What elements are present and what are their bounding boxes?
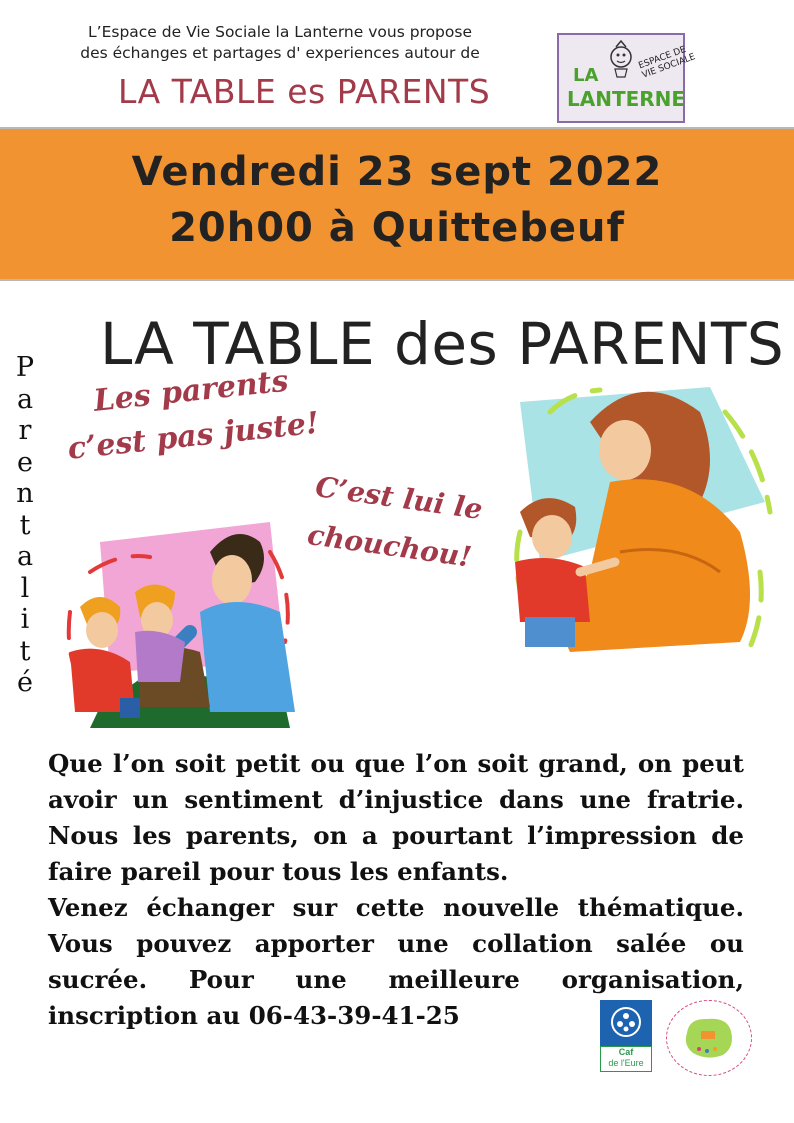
- region-map-icon: [679, 1013, 739, 1063]
- caf-emblem-icon: [610, 1006, 642, 1038]
- quote-parents-line2: c’est pas juste!: [66, 405, 321, 467]
- vertical-letter: P: [15, 352, 35, 383]
- date-banner: [0, 127, 794, 281]
- intro-line-2: des échanges et partages d' experiences autour de: [80, 44, 480, 62]
- caf-label: [600, 1046, 652, 1072]
- vertical-letter: é: [17, 667, 33, 698]
- vertical-letter: a: [16, 541, 34, 572]
- main-title: LA TABLE des PARENTS: [100, 310, 785, 378]
- intro-text: [70, 22, 490, 64]
- lanterne-logo: [557, 33, 697, 123]
- logo-side-text: ESPACE DE VIE SOCIALE: [637, 44, 697, 81]
- event-date: Vendredi 23 sept 2022: [131, 149, 663, 195]
- logo-la-text: LA: [573, 65, 599, 86]
- vertical-letter: r: [18, 415, 32, 446]
- caf-name: Caf: [618, 1047, 634, 1057]
- quote-parents-line1: Les parents: [92, 363, 290, 419]
- vertical-letter: e: [17, 446, 33, 478]
- intro-line-1: L’Espace de Vie Sociale la Lanterne vous propose: [88, 23, 472, 41]
- vertical-letter: t: [19, 635, 31, 667]
- vertical-letter: a: [16, 383, 34, 415]
- body-text: [48, 746, 744, 1034]
- vertical-letter: i: [20, 604, 30, 635]
- parent-children-illustration: [60, 512, 300, 728]
- quote-chouchou-line2: chouchou!: [305, 518, 474, 574]
- vertical-letter: t: [19, 509, 31, 541]
- logo-lanterne-text: LANTERNE: [567, 87, 686, 111]
- vertical-letter: l: [20, 572, 30, 604]
- body-paragraph-2: Venez échanger sur cette nouvelle thématique. Vous pouvez apporter une collation salée ou sucrée. Pour une meilleure organisation, inscription au 06-43-39-41-25: [48, 893, 744, 1030]
- caf-sub: de l'Eure: [608, 1058, 644, 1068]
- network-logo: [666, 1000, 752, 1076]
- vertical-word: [14, 352, 36, 699]
- quote-chouchou-line1: C’est lui le: [313, 470, 485, 527]
- caf-logo: [600, 1000, 652, 1072]
- lantern-icon: [607, 39, 635, 79]
- vertical-letter: n: [16, 478, 34, 509]
- mother-child-illustration: [490, 372, 780, 662]
- event-time-place: 20h00 à Quittebeuf: [169, 205, 625, 251]
- header-title: LA TABLE es PARENTS: [118, 72, 491, 111]
- body-paragraph-1: Que l’on soit petit ou que l’on soit grand, on peut avoir un sentiment d’injustice dans une fratrie. Nous les parents, on a pourtant l’impression de faire pareil pour tous les enfants.: [48, 749, 744, 886]
